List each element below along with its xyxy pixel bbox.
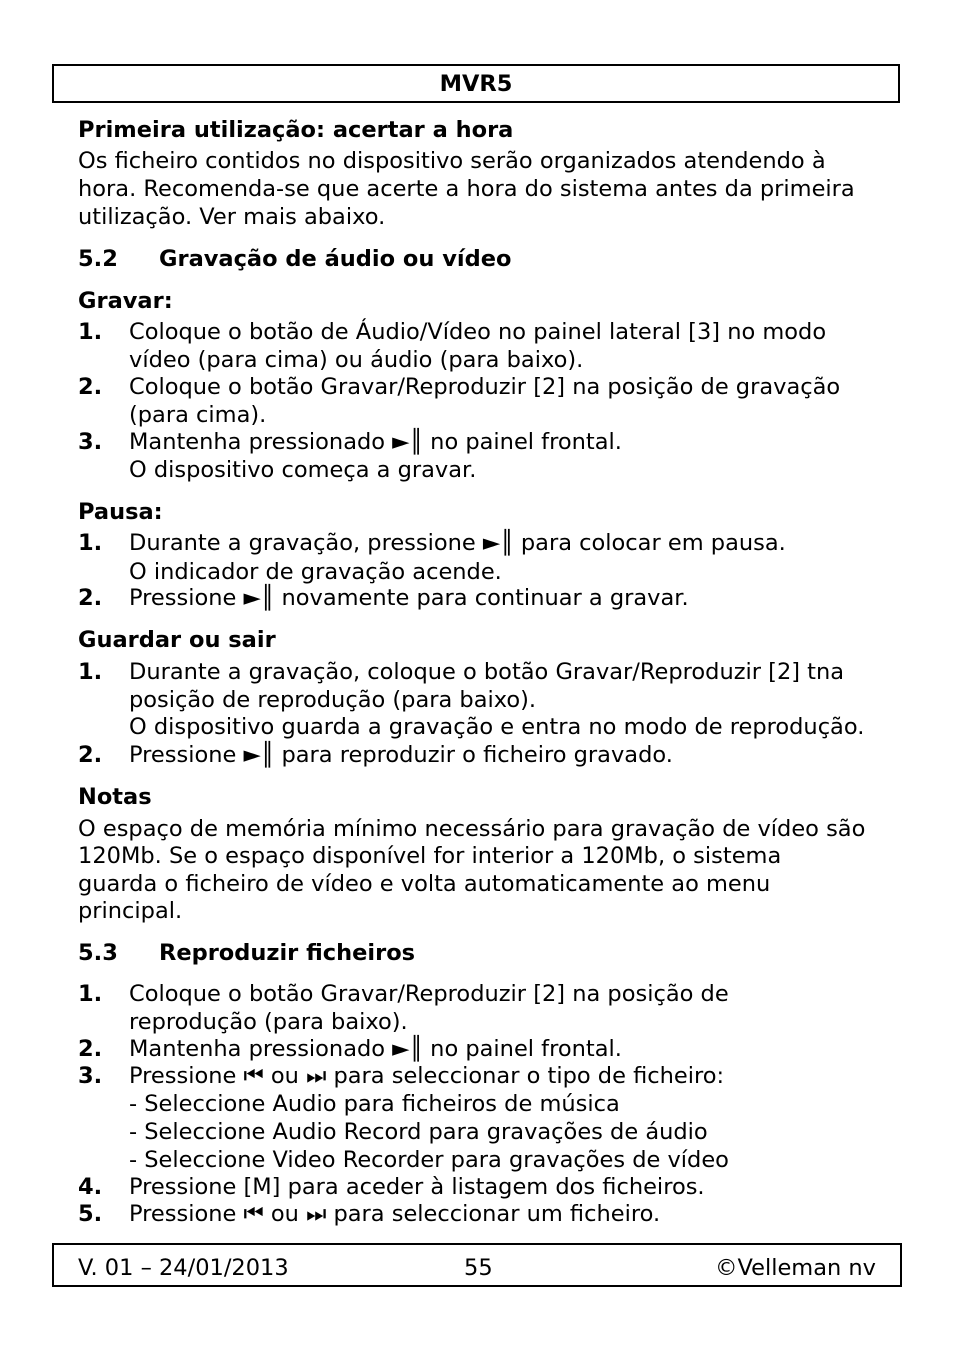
list-item-line: Mantenha pressionado ►║ no painel frontal.	[129, 429, 622, 455]
intro-line: utilização. Ver mais abaixo.	[78, 204, 386, 230]
notes-line: principal.	[78, 898, 183, 924]
list-number: 3.	[78, 1063, 103, 1089]
list-item-line: Pressione ⏮ ou ⏭ para seleccionar um ficheiro.	[129, 1201, 661, 1227]
list-number: 2.	[78, 585, 103, 611]
list-number: 1.	[78, 659, 103, 685]
list-number: 2.	[78, 1036, 103, 1062]
list-item-line: O indicador de gravação acende.	[129, 559, 502, 585]
header-title: MVR5	[439, 70, 513, 97]
list-item-line: - Seleccione Audio Record para gravações de áudio	[129, 1119, 708, 1145]
list-number: 2.	[78, 742, 103, 768]
list-item-line: Mantenha pressionado ►║ no painel frontal.	[129, 1036, 622, 1062]
subheading-gravar: Gravar:	[78, 288, 173, 314]
list-item-line: Durante a gravação, coloque o botão Gravar/Reproduzir [2] tna	[129, 659, 845, 685]
list-item-line: Pressione [M] para aceder à listagem dos ficheiros.	[129, 1174, 705, 1200]
list-number: 5.	[78, 1201, 103, 1227]
subheading-pausa: Pausa:	[78, 499, 163, 525]
list-number: 1.	[78, 530, 103, 556]
list-item-line: posição de reprodução (para baixo).	[129, 687, 537, 713]
list-item-line: O dispositivo guarda a gravação e entra no modo de reprodução.	[129, 714, 865, 740]
list-item-line: Pressione ⏮ ou ⏭ para seleccionar o tipo de ficheiro:	[129, 1063, 725, 1089]
list-item-line: reprodução (para baixo).	[129, 1009, 408, 1035]
list-number: 1.	[78, 319, 103, 345]
footer-version: V. 01 – 24/01/2013	[78, 1255, 289, 1281]
section-title: Gravação de áudio ou vídeo	[159, 246, 512, 272]
list-item-line: - Seleccione Audio para ficheiros de música	[129, 1091, 620, 1117]
list-item-line: Durante a gravação, pressione ►║ para colocar em pausa.	[129, 530, 786, 556]
list-item-line: vídeo (para cima) ou áudio (para baixo).	[129, 347, 584, 373]
footer-page-number: 55	[464, 1255, 493, 1281]
list-number: 3.	[78, 429, 103, 455]
list-item-line: Pressione ►║ para reproduzir o ficheiro gravado.	[129, 742, 673, 768]
list-number: 4.	[78, 1174, 103, 1200]
intro-line: Os ficheiro contidos no dispositivo serão organizados atendendo à	[78, 148, 826, 174]
notes-line: O espaço de memória mínimo necessário para gravação de vídeo são	[78, 816, 866, 842]
intro-heading: Primeira utilização: acertar a hora	[78, 117, 514, 143]
list-number: 1.	[78, 981, 103, 1007]
section-title: Reproduzir ficheiros	[159, 940, 416, 966]
section-number: 5.2	[78, 246, 118, 272]
list-item-line: (para cima).	[129, 402, 267, 428]
subheading-guardar: Guardar ou sair	[78, 627, 276, 653]
footer-copyright: ©Velleman nv	[714, 1255, 876, 1281]
list-item-line: Coloque o botão de Áudio/Vídeo no painel lateral [3] no modo	[129, 319, 827, 345]
notes-line: 120Mb. Se o espaço disponível for interior a 120Mb, o sistema	[78, 843, 782, 869]
list-item-line: Pressione ►║ novamente para continuar a gravar.	[129, 585, 689, 611]
intro-line: hora. Recomenda-se que acerte a hora do sistema antes da primeira	[78, 176, 855, 202]
page-footer	[52, 1243, 902, 1287]
notes-line: guarda o ficheiro de vídeo e volta automaticamente ao menu	[78, 871, 771, 897]
list-item-line: O dispositivo começa a gravar.	[129, 457, 477, 483]
subheading-notas: Notas	[78, 784, 152, 810]
list-item-line: Coloque o botão Gravar/Reproduzir [2] na posição de gravação	[129, 374, 841, 400]
page-header	[52, 64, 900, 103]
list-number: 2.	[78, 374, 103, 400]
list-item-line: - Seleccione Video Recorder para gravações de vídeo	[129, 1147, 729, 1173]
section-number: 5.3	[78, 940, 118, 966]
list-item-line: Coloque o botão Gravar/Reproduzir [2] na posição de	[129, 981, 729, 1007]
